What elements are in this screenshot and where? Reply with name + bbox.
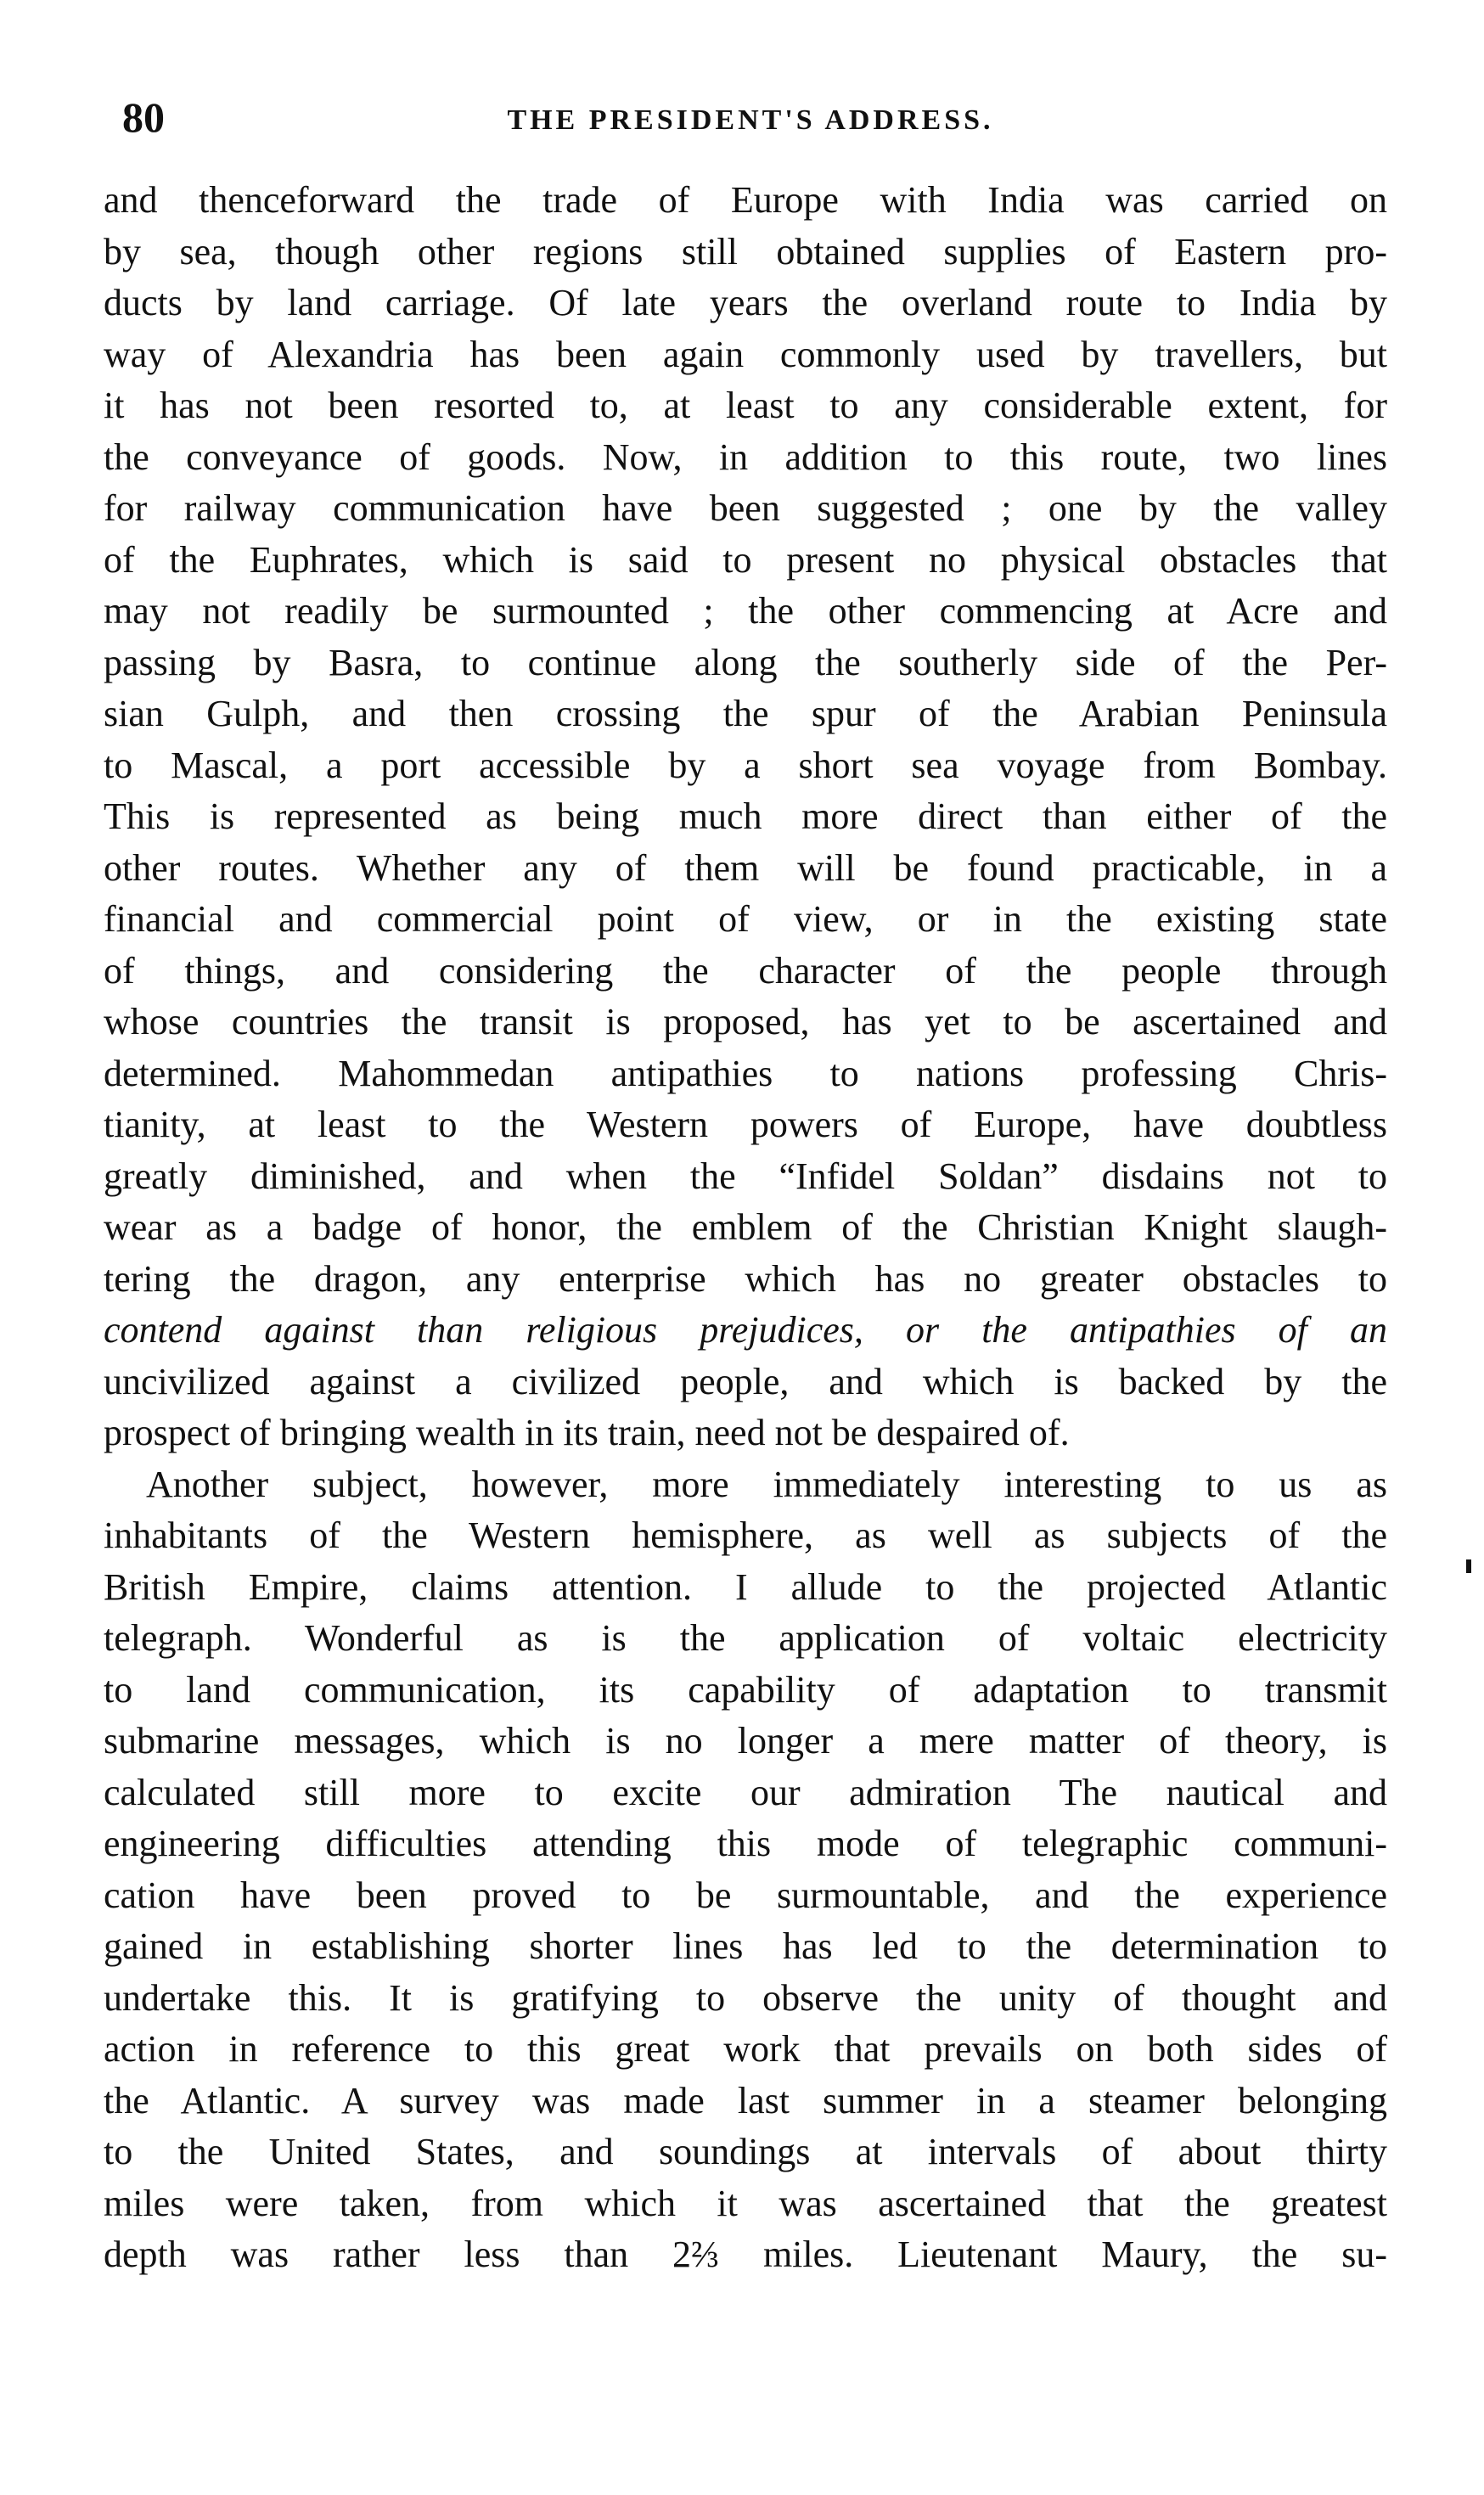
text-line: British Empire, claims attention. I allude to the projected Atlantic — [104, 1565, 1387, 1608]
text-line: telegraph. Wonderful as is the application of voltaic electricity — [104, 1617, 1387, 1659]
text-line: Another subject, however, more immediately interesting to us as — [146, 1463, 1387, 1505]
text-line: the conveyance of goods. Now, in addition to this route, two lines — [104, 436, 1387, 478]
text-line: of the Euphrates, which is said to present no physical obstacles that — [104, 538, 1387, 581]
text-line: wear as a badge of honor, the emblem of the Christian Knight slaugh- — [104, 1206, 1387, 1248]
text-line: tering the dragon, any enterprise which has no greater obstacles to — [104, 1257, 1387, 1300]
paragraph-trade-routes — [104, 175, 1387, 1459]
page-number: 80 — [122, 93, 165, 141]
text-line: action in reference to this great work that prevails on both sides of — [104, 2028, 1387, 2070]
text-line: to land communication, its capability of adaptation to transmit — [104, 1668, 1387, 1711]
text-line: other routes. Whether any of them will be found practicable, in a — [104, 846, 1387, 889]
text-line: to Mascal, a port accessible by a short sea voyage from Bombay. — [104, 744, 1387, 786]
text-line: way of Alexandria has been again commonly used by travellers, but — [104, 333, 1387, 375]
text-line: may not readily be surmounted ; the other commencing at Acre and — [104, 590, 1387, 632]
text-line: inhabitants of the Western hemisphere, as well as subjects of the — [104, 1514, 1387, 1556]
text-line: financial and commercial point of view, or in the existing state — [104, 898, 1387, 940]
text-line: determined. Mahommedan antipathies to nations professing Chris- — [104, 1052, 1387, 1094]
text-line: passing by Basra, to continue along the southerly side of the Per- — [104, 641, 1387, 683]
body-text — [104, 175, 1387, 2281]
text-line: of things, and considering the character of the people through — [104, 949, 1387, 992]
text-line: whose countries the transit is proposed, has yet to be ascertained and — [104, 1001, 1387, 1042]
text-line: greatly diminished, and when the “Infidel Soldan” disdains not to — [104, 1155, 1387, 1197]
text-line: uncivilized against a civilized people, and which is backed by the — [104, 1360, 1387, 1402]
text-line: gained in establishing shorter lines has led to the determination to — [104, 1925, 1387, 1967]
paragraph-atlantic-telegraph — [104, 1459, 1387, 2281]
margin-ink-mark — [1466, 1559, 1471, 1573]
text-line: to the United States, and soundings at intervals of about thirty — [104, 2131, 1387, 2172]
text-line: undertake this. It is gratifying to observe the unity of thought and — [104, 1976, 1387, 2019]
text-line: ducts by land carriage. Of late years the overland route to India by — [104, 282, 1387, 323]
text-line: contend against than religious prejudices, or the antipathies of an — [104, 1309, 1387, 1351]
page-header — [114, 92, 1387, 143]
text-line: it has not been resorted to, at least to any considerable extent, for — [104, 385, 1387, 426]
text-line: submarine messages, which is no longer a mere matter of theory, is — [104, 1720, 1387, 1762]
text-line: sian Gulph, and then crossing the spur of the Arabian Peninsula — [104, 693, 1387, 734]
text-line: miles were taken, from which it was ascertained that the greatest — [104, 2182, 1387, 2224]
running-head: THE PRESIDENT'S ADDRESS. — [507, 104, 994, 136]
text-line: for railway communication have been suggested ; one by the valley — [104, 487, 1387, 529]
text-line: by sea, though other regions still obtained supplies of Eastern pro- — [104, 230, 1387, 273]
text-line: depth was rather less than 2⅔ miles. Lieutenant Maury, the su- — [104, 2234, 1387, 2275]
text-line: engineering difficulties attending this mode of telegraphic communi- — [104, 1823, 1387, 1864]
text-line: This is represented as being much more direct than either of the — [104, 795, 1387, 837]
text-line: prospect of bringing wealth in its train, need not be despaired of. — [104, 1412, 1070, 1453]
text-line: cation have been proved to be surmountable, and the experience — [104, 1874, 1387, 1916]
text-line: and thenceforward the trade of Europe with India was carried on — [104, 179, 1387, 221]
text-line: tianity, at least to the Western powers of Europe, have doubtless — [104, 1104, 1387, 1145]
text-line: calculated still more to excite our admiration The nautical and — [104, 1771, 1387, 1813]
text-line: the Atlantic. A survey was made last summer in a steamer belonging — [104, 2079, 1387, 2121]
